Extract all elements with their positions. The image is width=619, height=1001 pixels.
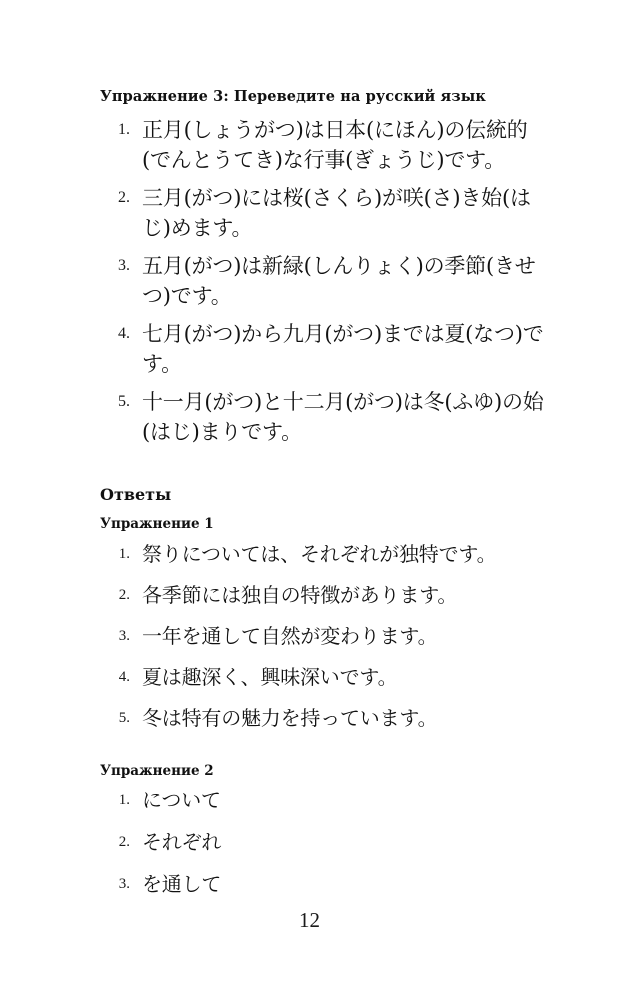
page-number: 12 <box>299 908 320 932</box>
list-item <box>100 183 552 243</box>
list-item-text: について <box>142 788 221 812</box>
list-item <box>100 704 552 732</box>
spacer <box>100 745 552 763</box>
list-item <box>100 622 552 650</box>
list-item-number: 2. <box>118 834 130 850</box>
list-item-text: それぞれ <box>142 830 222 854</box>
list-item <box>100 387 552 447</box>
list-item <box>100 540 552 568</box>
list-item-text: 十一月(がつ)と十二月(がつ)は冬(ふゆ)の始(はじ)まりです。 <box>142 390 544 444</box>
list-item <box>100 251 552 311</box>
list-item <box>100 829 552 855</box>
list-item-number: 1. <box>118 792 130 808</box>
list-item-number: 2. <box>118 587 130 603</box>
list-item-number: 3. <box>118 257 130 274</box>
list-item-number: 1. <box>118 546 130 562</box>
exercise-1-heading: Упражнение 1 <box>100 516 214 532</box>
exercise-2-answer-list <box>100 787 552 897</box>
list-item-number: 3. <box>118 876 130 892</box>
exercise-3-list <box>100 115 552 447</box>
exercise-2-heading: Упражнение 2 <box>100 763 214 779</box>
list-item-number: 2. <box>118 189 130 206</box>
list-item-text: 七月(がつ)から九月(がつ)までは夏(なつ)です。 <box>142 322 544 376</box>
page-content <box>100 88 552 913</box>
list-item-number: 5. <box>118 710 130 726</box>
list-item-text: 各季節には独自の特徴があります。 <box>142 583 458 607</box>
exercise-3-heading: Упражнение 3: Переведите на русский язык <box>100 88 486 105</box>
list-item <box>100 787 552 813</box>
list-item <box>100 871 552 897</box>
exercise-1-answer-list <box>100 540 552 732</box>
list-item-text: 正月(しょうがつ)は日本(にほん)の伝統的(でんとうてき)な行事(ぎょうじ)です。 <box>142 118 528 172</box>
answers-heading: Ответы <box>100 485 172 504</box>
list-item-text: を通して <box>142 872 222 896</box>
list-item-text: 一年を通して自然が変わります。 <box>142 624 438 648</box>
list-item <box>100 663 552 691</box>
list-item-text: 五月(がつ)は新緑(しんりょく)の季節(きせつ)です。 <box>142 254 536 308</box>
list-item <box>100 115 552 175</box>
list-item-number: 3. <box>118 628 130 644</box>
spacer <box>100 455 552 485</box>
list-item-number: 1. <box>118 121 130 138</box>
list-item <box>100 581 552 609</box>
list-item-text: 三月(がつ)には桜(さくら)が咲(さ)き始(はじ)めます。 <box>142 186 531 240</box>
list-item-text: 祭りについては、それぞれが独特です。 <box>142 542 497 566</box>
list-item-number: 5. <box>118 393 130 410</box>
list-item-text: 冬は特有の魅力を持っています。 <box>142 706 438 730</box>
list-item-text: 夏は趣深く、興味深いです。 <box>142 665 398 689</box>
list-item-number: 4. <box>118 325 130 342</box>
list-item <box>100 319 552 379</box>
list-item-number: 4. <box>118 669 130 685</box>
